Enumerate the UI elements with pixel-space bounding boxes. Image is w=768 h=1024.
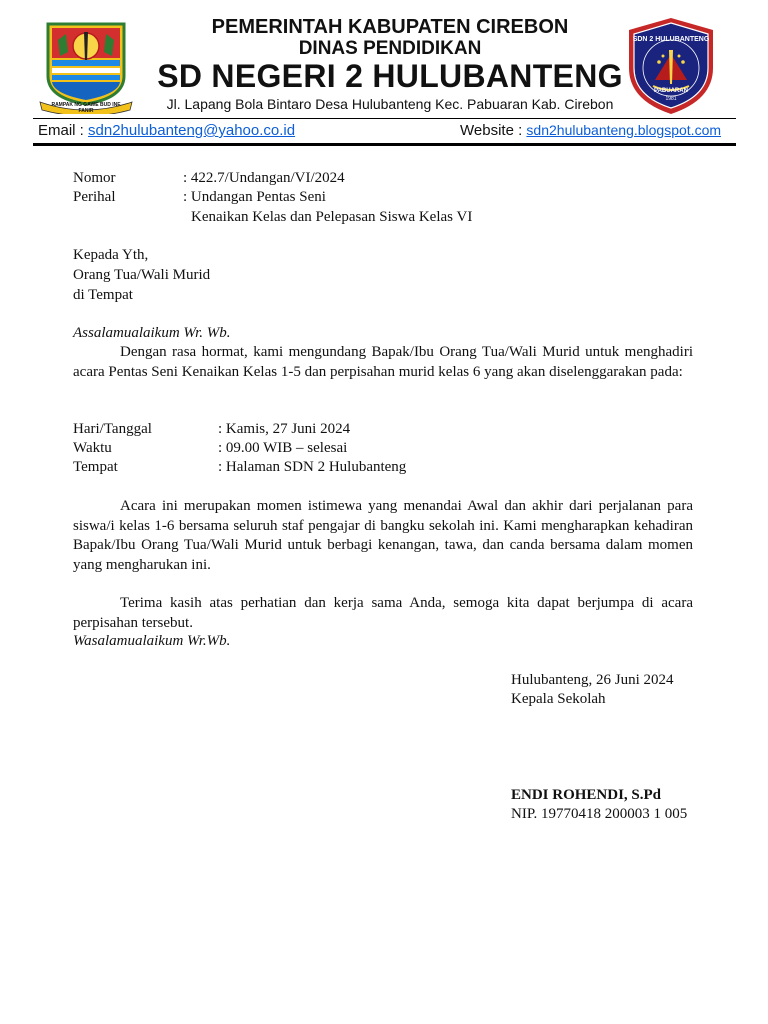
kabupaten-cirebon-logo — [38, 18, 134, 114]
left-logo-ribbon-text: RAMPAK NG GAWE BUD INE FANIR — [51, 102, 121, 114]
event-time-label: Waktu — [73, 440, 112, 456]
letterhead-address: Jl. Lapang Bola Bintaro Desa Hulubanteng Kec. Pabuaran Kab. Cirebon — [166, 96, 614, 112]
contact-email — [38, 122, 295, 139]
body-paragraph-3: Terima kasih atas perhatian dan kerja sama Anda, semoga kita dapat berjumpa di acara perpisahan tersebut. — [73, 595, 693, 631]
letterhead-divider-bottom — [33, 143, 736, 146]
letterhead-divider-top — [33, 118, 736, 119]
nomor-label: Nomor — [73, 170, 116, 186]
letterhead-government: PEMERINTAH KABUPATEN CIREBON — [211, 16, 569, 38]
signature-nip: NIP. 19770418 200003 1 005 — [511, 806, 688, 822]
signature-place-date: Hulubanteng, 26 Juni 2024 — [511, 672, 674, 688]
perihal-label: Perihal — [73, 189, 116, 205]
perihal-value: : Undangan Pentas Seni — [183, 189, 326, 205]
greeting: Assalamualaikum Wr. Wb. — [73, 325, 231, 341]
right-logo-year-text: 1981 — [665, 96, 677, 102]
nomor-value: : 422.7/Undangan/VI/2024 — [183, 170, 345, 186]
intro-paragraph: Dengan rasa hormat, kami mengundang Bapak/Ibu Orang Tua/Wali Murid untuk menghadiri acara Pentas Seni Kenaikan Kelas 1-5 dan perpisahan murid kelas 6 yang akan diselenggarakan pada: — [73, 344, 693, 380]
event-place-value: : Halaman SDN 2 Hulubanteng — [218, 459, 407, 475]
website-link[interactable]: sdn2hulubanteng.blogspot.com — [526, 122, 722, 138]
body-paragraph-2: Acara ini merupakan momen istimewa yang menandai Awal dan akhir dari perjalanan para siswa/i kelas 1-6 bersama seluruh staf pengajar di bangku sekolah ini. Kami mengharapkan kehadiran Bapak/Ibu Orang Tua/Wali Murid untuk berbagi kenangan, tawa, dan canda bersama dalam momen yang mengharukan ini. — [73, 498, 693, 573]
email-label: Email : — [38, 122, 89, 139]
signature-title: Kepala Sekolah — [511, 691, 606, 707]
right-logo-top-text: SDN 2 HULUBANTENG — [632, 36, 710, 43]
event-place-label: Tempat — [73, 459, 118, 475]
email-link[interactable]: sdn2hulubanteng@yahoo.co.id — [88, 122, 296, 139]
event-date-value: : Kamis, 27 Juni 2024 — [218, 421, 351, 437]
recipient-line-1: Kepada Yth, — [73, 247, 149, 263]
event-time-value: : 09.00 WIB – selesai — [218, 440, 348, 456]
closing: Wasalamualaikum Wr.Wb. — [73, 633, 231, 649]
contact-website — [460, 122, 721, 139]
event-date-label: Hari/Tanggal — [73, 421, 152, 437]
recipient-line-3: di Tempat — [73, 287, 133, 303]
right-logo-bottom-text: PABUARAN — [654, 88, 688, 94]
letterhead-school-name: SD NEGERI 2 HULUBANTENG — [157, 58, 623, 94]
website-label: Website : — [460, 122, 527, 139]
signature-name: ENDI ROHENDI, S.Pd — [511, 787, 662, 803]
letterhead-department: DINAS PENDIDIKAN — [298, 38, 482, 59]
recipient-line-2: Orang Tua/Wali Murid — [73, 267, 211, 283]
perihal-value-continued: Kenaikan Kelas dan Pelepasan Siswa Kelas VI — [191, 209, 473, 225]
